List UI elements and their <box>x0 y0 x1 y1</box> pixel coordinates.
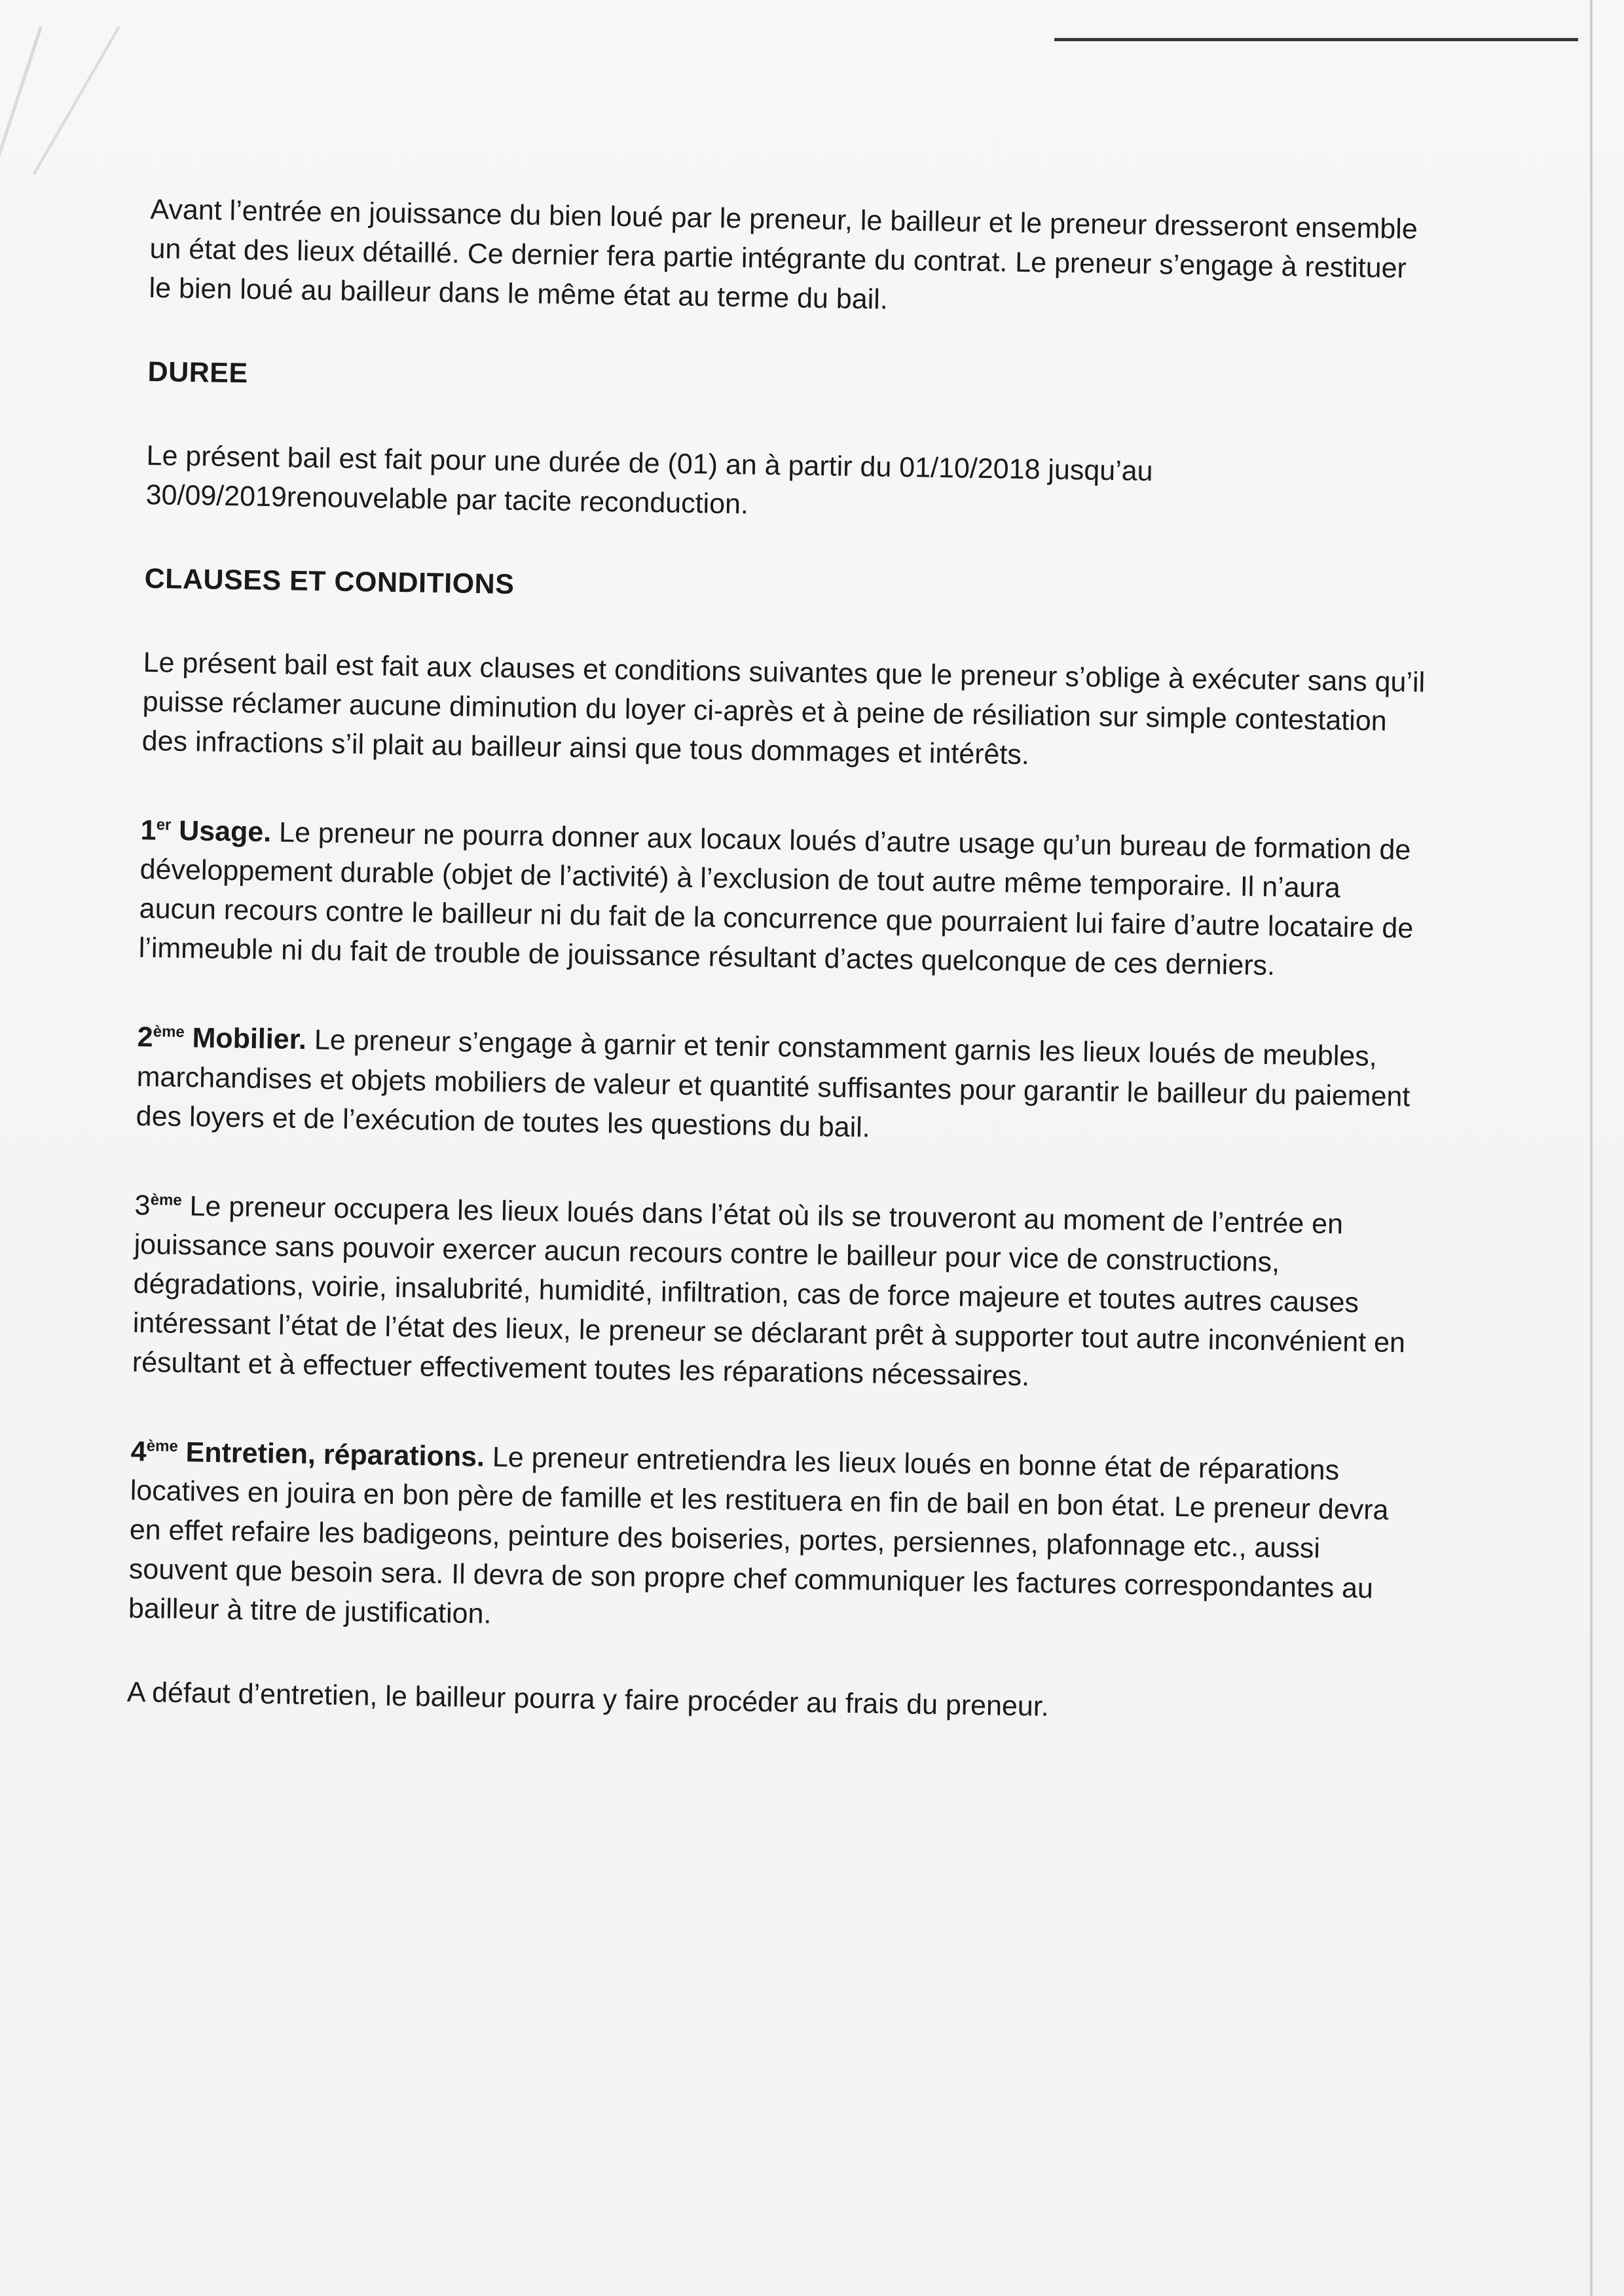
heading-duree: DUREE <box>147 355 249 390</box>
paragraph-etat-des-lieux: Avant l’entrée en jouissance du bien loué par le preneur, le bailleur et le preneur dresseront ensemble un état des lieux détaillé. Ce dernier fera partie intégrante du contrat. Le preneur s’engage à restituer le bien loué au bailleur dans le même état au terme du bail. <box>149 193 1418 316</box>
article-suffix: er <box>156 816 172 834</box>
article-number: 1 <box>140 814 157 847</box>
scan-edge-top <box>1054 38 1578 41</box>
paragraph-closing: A défaut d’entretien, le bailleur pourra y faire procéder au frais du preneur. <box>126 1677 1050 1723</box>
article-suffix: ème <box>153 1023 185 1042</box>
article-number: 3 <box>134 1189 151 1222</box>
paper-fold-mark <box>0 26 43 587</box>
article-number: 2 <box>137 1021 153 1053</box>
article-suffix: ème <box>146 1437 179 1455</box>
paragraph-duree: Le présent bail est fait pour une durée de (01) an à partir du 01/10/2018 jusqu’au 30/09/2019renouvelable par tacite reconduction. <box>145 439 1153 520</box>
article-suffix: ème <box>150 1190 182 1209</box>
article-entretien <box>128 1427 1414 1649</box>
paper-fold-mark-small <box>33 26 120 175</box>
scan-edge-right <box>1590 0 1593 2296</box>
article-text: Le preneur occupera les lieux loués dans l’état où ils se trouveront au moment de l’entrée en jouissance sans pouvoir exercer aucun recours contre le bailleur pour vice de constructions, dégradations, voirie, insalubrité, humidité, infiltration, cas de force majeure et toutes autres causes intéressant l’état de l’état des lieux, le preneur se déclarant prêt à supporter tout autre inconvénient en résultant et à effectuer effectivement toutes les réparations nécessaires. <box>132 1190 1406 1393</box>
heading-clauses: CLAUSES ET CONDITIONS <box>144 562 515 600</box>
article-text: Le preneur entretiendra les lieux loués en bonne état de réparations locatives en jouira en bon père de famille et les restituera en fin de bail en bon état. Le preneur devra en effet refaire les badigeons, peinture des boiseries, portes, persiennes, plafonnage etc., aussi souvent que besoin sera. Il devra de son propre chef communiquer les factures correspondantes au bailleur à titre de justification. <box>128 1441 1389 1630</box>
paragraph-clauses: Le présent bail est fait aux clauses et conditions suivantes que le preneur s’oblige à exécuter sans qu’il puisse réclamer aucune diminution du loyer ci-après et à peine de résiliation sur simple contestation des infractions s’il plait au bailleur ainsi que tous dommages et intérêts. <box>141 646 1426 771</box>
article-text: Le preneur ne pourra donner aux locaux loués d’autre usage qu’un bureau de formation de développement durable (objet de l’activité) à l’exclusion de tout autre même temporaire. Il n’aura aucun recours contre le bailleur ni du fait de la concurrence que pourraient lui faire d’autre locataire de l’immeuble ni du fait de trouble de jouissance résultant d’actes quelconque de ces derniers. <box>138 816 1414 982</box>
article-usage <box>138 805 1424 988</box>
article-title: Mobilier. <box>192 1022 307 1056</box>
article-mobilier <box>136 1012 1421 1156</box>
article-etat <box>132 1180 1418 1402</box>
document-body <box>126 190 1433 1777</box>
article-number: 4 <box>130 1436 147 1468</box>
article-text: Le preneur s’engage à garnir et tenir constamment garnis les lieux loués de meubles, marchandises et objets mobiliers de valeur et quantité suffisantes pour garantir le bailleur du paiement des loyers et de l’exécution de toutes les questions du bail. <box>136 1024 1411 1144</box>
article-title: Usage. <box>178 815 272 848</box>
article-title: Entretien, réparations. <box>185 1436 485 1473</box>
